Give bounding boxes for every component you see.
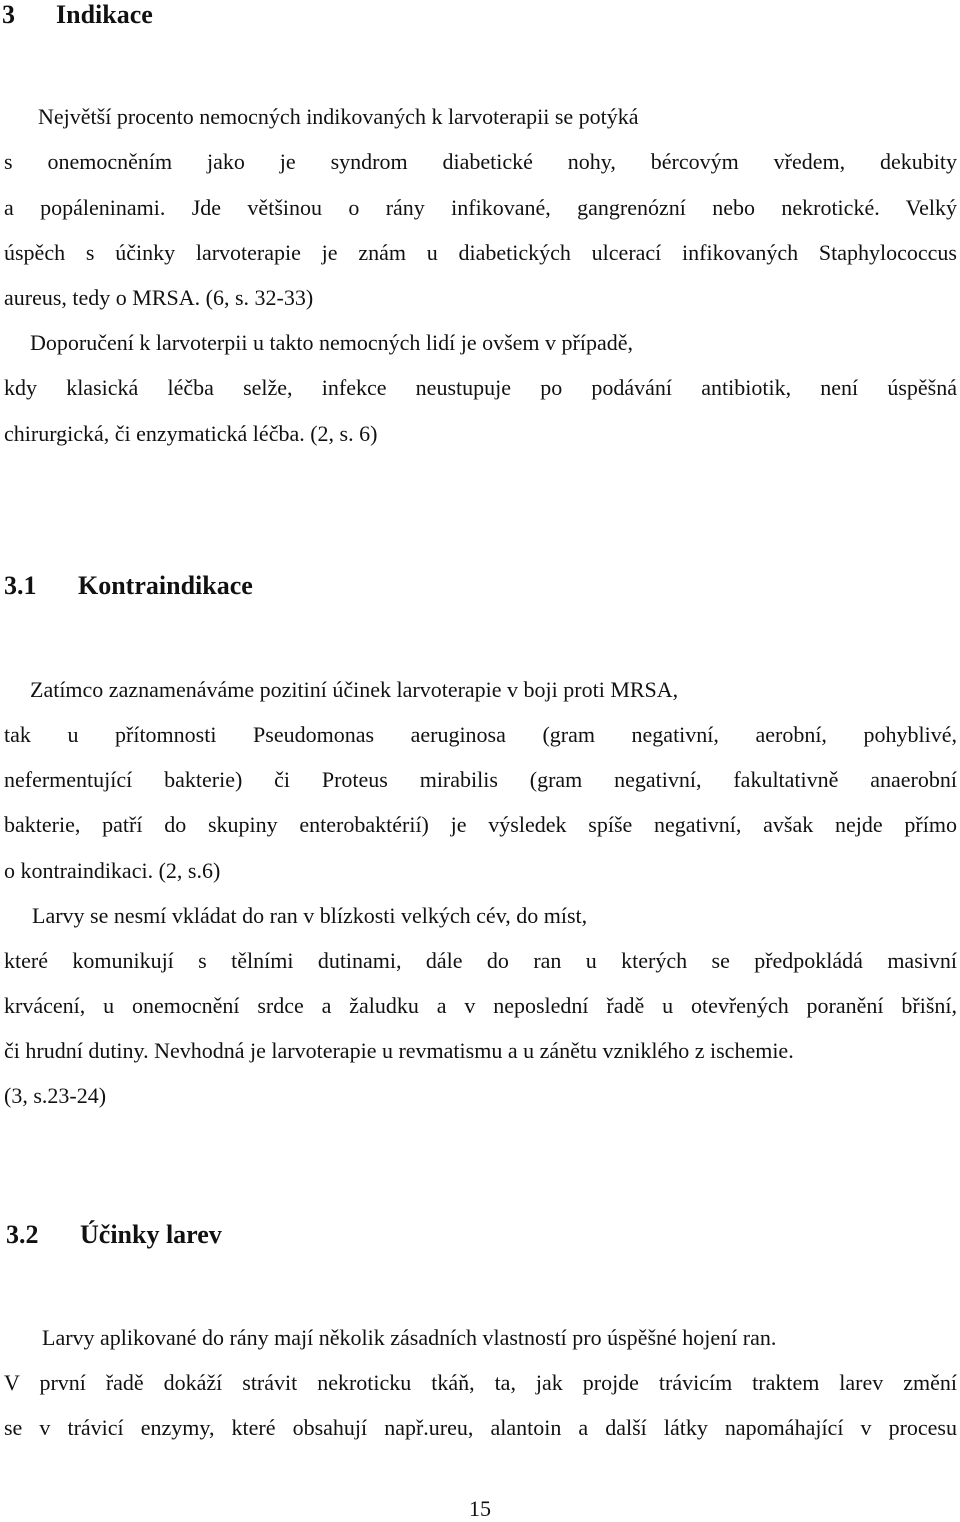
paragraph-line: Larvy aplikované do rány mají několik zásadních vlastností pro úspěšné hojení ran. bbox=[42, 1325, 777, 1350]
paragraph-line: o kontraindikaci. (2, s.6) bbox=[4, 858, 221, 883]
paragraph-line: Zatímco zaznamenáváme pozitiní účinek larvoterapie v boji proti MRSA, bbox=[30, 677, 679, 702]
paragraph-line: bakterie, patří do skupiny enterobaktérií) je výsledek spíše negativní, avšak nejde přímo bbox=[4, 812, 957, 837]
paragraph-line: a popáleninami. Jde většinou o rány infikované, gangrenózní nebo nekrotické. Velký bbox=[4, 195, 957, 220]
paragraph-line: V první řadě dokáží strávit nekroticku tkáň, ta, jak projde trávicím traktem larev změní bbox=[4, 1370, 957, 1395]
paragraph-line: s onemocněním jako je syndrom diabetické nohy, bércovým vředem, dekubity bbox=[4, 149, 957, 174]
paragraph-line: Larvy se nesmí vkládat do ran v blízkosti velkých cév, do míst, bbox=[32, 903, 588, 928]
paragraph-line: aureus, tedy o MRSA. (6, s. 32-33) bbox=[4, 285, 314, 310]
page-number: 15 bbox=[469, 1496, 491, 1521]
paragraph-line: tak u přítomnosti Pseudomonas aeruginosa (gram negativní, aerobní, pohyblivé, bbox=[4, 722, 957, 747]
paragraph-line: (3, s.23-24) bbox=[4, 1083, 107, 1108]
chapter-title: Indikace bbox=[56, 0, 153, 29]
paragraph-line: či hrudní dutiny. Nevhodná je larvoterapie u revmatismu a u zánětu vzniklého z ischemie. bbox=[4, 1038, 794, 1063]
section-heading-kontraindikace bbox=[4, 571, 253, 601]
paragraph-line: chirurgická, či enzymatická léčba. (2, s. 6) bbox=[4, 421, 378, 446]
chapter-number: 3 bbox=[2, 0, 15, 29]
section-heading-ucinky-larev bbox=[6, 1220, 222, 1250]
paragraph-line: nefermentující bakterie) či Proteus mirabilis (gram negativní, fakultativně anaerobní bbox=[4, 767, 957, 792]
paragraph-line: Největší procento nemocných indikovaných k larvoterapii se potýká bbox=[38, 104, 639, 129]
section-title: Kontraindikace bbox=[78, 571, 253, 600]
section-title: Účinky larev bbox=[80, 1220, 222, 1249]
section-number: 3.1 bbox=[4, 571, 37, 600]
paragraph-line: krvácení, u onemocnění srdce a žaludku a v neposlední řadě u otevřených poranění břišní, bbox=[4, 993, 957, 1018]
paragraph-line: kdy klasická léčba selže, infekce neustupuje po podávání antibiotik, není úspěšná bbox=[4, 375, 957, 400]
paragraph-line: Doporučení k larvoterpii u takto nemocných lidí je ovšem v případě, bbox=[30, 330, 634, 355]
paragraph-line: úspěch s účinky larvoterapie je znám u diabetických ulcerací infikovaných Staphylococcus bbox=[4, 240, 957, 265]
paragraph-line: se v trávicí enzymy, které obsahují např.ureu, alantoin a další látky napomáhající v procesu bbox=[4, 1415, 957, 1440]
section-number: 3.2 bbox=[6, 1220, 39, 1249]
paragraph-line: které komunikují s tělními dutinami, dále do ran u kterých se předpokládá masivní bbox=[4, 948, 957, 973]
chapter-heading bbox=[2, 0, 153, 30]
